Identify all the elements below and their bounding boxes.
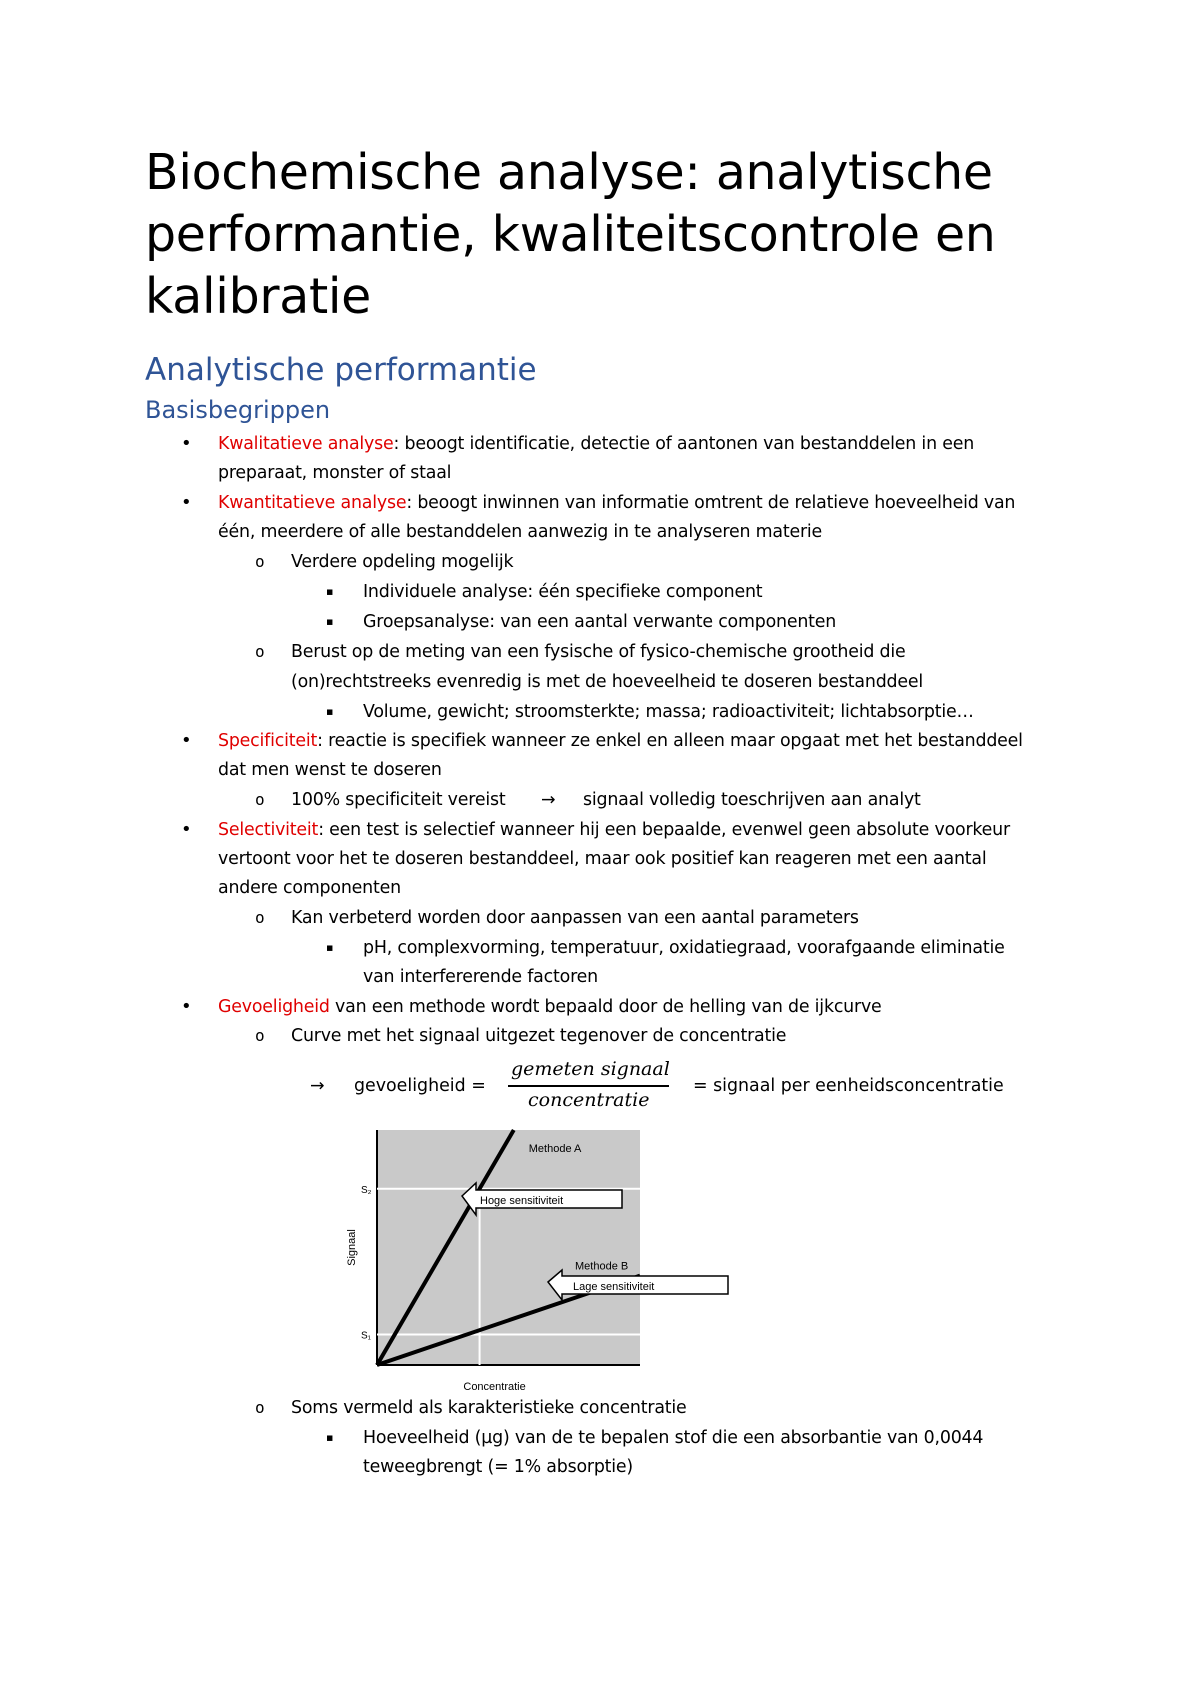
bullet-marker: • — [181, 433, 192, 454]
document-title: Biochemische analyse: analytische performantie, kwaliteitscontrole en kalibratie — [145, 144, 996, 325]
list-item-continuation: één, meerdere of alle bestanddelen aanwezig in te analyseren materie — [218, 522, 823, 542]
list-item-selectiviteit: Selectiviteit: een test is selectief wanneer hij een bepaalde, evenwel geen absolute voorkeur — [218, 820, 1010, 840]
sub-bullet-marker: o — [255, 552, 265, 571]
term-specificiteit: Specificiteit — [218, 731, 318, 751]
sensitivity-chart — [340, 1120, 740, 1395]
sub-list-item: Berust op de meting van een fysische of fysico-chemische grootheid die — [291, 642, 906, 662]
annotation-text-hoge: Hoge sensitiviteit — [480, 1195, 564, 1207]
plot-background — [377, 1130, 640, 1365]
subsub-bullet-marker: ▪ — [326, 705, 334, 718]
list-item-specificiteit: Specificiteit: reactie is specifiek wanneer ze enkel en alleen maar opgaat met het bestanddeel — [218, 731, 1023, 751]
section-heading: Analytische performantie — [145, 352, 537, 388]
sub-list-item: Curve met het signaal uitgezet tegenover de concentratie — [291, 1026, 787, 1046]
term-gevoeligheid: Gevoeligheid — [218, 997, 330, 1017]
list-item-continuation: dat men wenst te doseren — [218, 760, 442, 780]
sub-list-item: Soms vermeld als karakteristieke concentratie — [291, 1398, 687, 1418]
subsub-list-item: Groepsanalyse: van een aantal verwante componenten — [363, 612, 837, 632]
x-axis-label: Concentratie — [463, 1381, 526, 1393]
sub-list-item: Kan verbeterd worden door aanpassen van een aantal parameters — [291, 908, 859, 928]
sub-list-item-continuation: (on)rechtstreeks evenredig is met de hoeveelheid te doseren bestanddeel — [291, 672, 924, 692]
bullet-marker: • — [181, 996, 192, 1017]
list-item-continuation: andere componenten — [218, 878, 401, 898]
list-item-gevoeligheid: Gevoeligheid van een methode wordt bepaald door de helling van de ijkcurve — [218, 997, 882, 1017]
list-item-continuation: preparaat, monster of staal — [218, 463, 452, 483]
ytick-label-s2: S₂ — [361, 1184, 372, 1196]
subsub-bullet-marker: ▪ — [326, 585, 334, 598]
formula-denominator: concentratie — [528, 1089, 650, 1111]
bullet-marker: • — [181, 730, 192, 751]
y-axis-label: Signaal — [346, 1229, 358, 1266]
series-label-methode-b: Methode B — [575, 1260, 629, 1273]
annotation-text-lage: Lage sensitiviteit — [573, 1281, 655, 1293]
subsub-list-item: Volume, gewicht; stroomsterkte; massa; radioactiviteit; lichtabsorptie… — [363, 702, 974, 722]
list-item-kwantitatief: Kwantitatieve analyse: beoogt inwinnen van informatie omtrent de relatieve hoeveelheid van — [218, 493, 1016, 513]
list-item-continuation: vertoont voor het te doseren bestanddeel, maar ook positief kan reageren met een aantal — [218, 849, 987, 869]
subsub-bullet-marker: ▪ — [326, 941, 334, 954]
subsub-list-item-continuation: teweegbrengt (= 1% absorptie) — [363, 1457, 634, 1477]
formula-label: gevoeligheid = — [354, 1076, 486, 1096]
series-label-methode-a: Methode A — [528, 1143, 582, 1155]
sub-bullet-marker: o — [255, 1026, 265, 1045]
sub-list-item: Verdere opdeling mogelijk — [291, 552, 514, 572]
sub-bullet-marker: o — [255, 790, 265, 809]
fraction-bar — [508, 1085, 669, 1087]
term-kwalitatief: Kwalitatieve analyse — [218, 434, 394, 454]
ytick-label-s1: S₁ — [361, 1330, 372, 1342]
sub-list-item: 100% specificiteit vereist — [291, 790, 506, 810]
subsub-list-item: Individuele analyse: één specifieke component — [363, 582, 763, 602]
sub-bullet-marker: o — [255, 1398, 265, 1417]
formula-numerator: gemeten signaal — [511, 1058, 670, 1080]
term-selectiviteit: Selectiviteit — [218, 820, 319, 840]
term-kwantitatief: Kwantitatieve analyse — [218, 493, 407, 513]
list-item-kwalitatief: Kwalitatieve analyse: beoogt identificatie, detectie of aantonen van bestanddelen in een — [218, 434, 975, 454]
bullet-marker: • — [181, 492, 192, 513]
sub-bullet-marker: o — [255, 908, 265, 927]
bullet-marker: • — [181, 819, 192, 840]
subsub-list-item-continuation: van interfererende factoren — [363, 967, 598, 987]
formula-result: = signaal per eenheidsconcentratie — [693, 1076, 1004, 1096]
formula-arrow: → — [310, 1076, 325, 1096]
subsub-list-item: pH, complexvorming, temperatuur, oxidatiegraad, voorafgaande eliminatie — [363, 938, 1005, 958]
sub-list-item-right: signaal volledig toeschrijven aan analyt — [583, 790, 921, 810]
subsection-heading: Basisbegrippen — [145, 396, 331, 424]
arrow-glyph: → — [541, 790, 556, 810]
subsub-list-item: Hoeveelheid (µg) van de te bepalen stof die een absorbantie van 0,0044 — [363, 1428, 984, 1448]
chart-svg — [340, 1120, 740, 1395]
sub-bullet-marker: o — [255, 642, 265, 661]
subsub-bullet-marker: ▪ — [326, 1431, 334, 1444]
subsub-bullet-marker: ▪ — [326, 615, 334, 628]
